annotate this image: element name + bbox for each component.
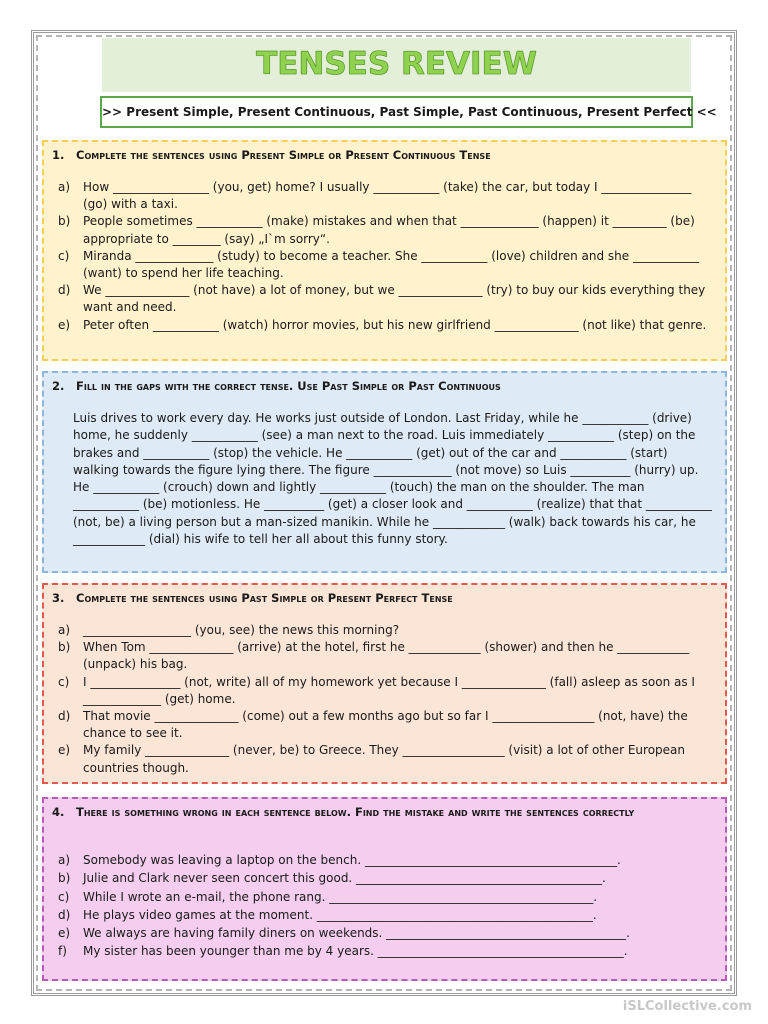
item-letter: b) xyxy=(58,214,71,229)
site-watermark: iSLCollective.com xyxy=(622,999,752,1014)
item-text: Julie and Clark never seen concert this good. _________________________________________. xyxy=(83,871,606,886)
item-text: Miranda _____________ (study) to become a teacher. She ___________ (love) children and she ___________ (want) to spend her life teaching. xyxy=(83,248,699,281)
list-item xyxy=(58,179,715,213)
item-letter: a) xyxy=(58,623,71,637)
item-letter: e) xyxy=(58,317,71,332)
item-text: People sometimes ___________ (make) mistakes and when that _____________ (happen) it _________ (be) appropriate to ________ (say) „I`m sorry“. xyxy=(83,214,695,246)
item-letter: d) xyxy=(58,283,71,298)
list-item xyxy=(58,851,715,869)
section-number: 2. xyxy=(52,379,65,393)
section-number: 3. xyxy=(52,591,65,605)
item-text: We always are having family diners on weekends. ________________________________________. xyxy=(83,926,630,941)
section-1 xyxy=(42,140,727,361)
item-letter: f) xyxy=(58,944,67,959)
item-text: We ______________ (not have) a lot of money, but we ______________ (try) to buy our kids everything they want and need. xyxy=(83,283,706,315)
list-item xyxy=(58,674,715,708)
list-item xyxy=(58,282,715,316)
item-letter: a) xyxy=(58,180,71,194)
list-item xyxy=(58,622,715,639)
section-instruction: Complete the sentences using Present Simple or Present Continuous Tense xyxy=(76,148,491,162)
section-2-heading xyxy=(52,378,717,394)
list-item xyxy=(58,639,715,673)
exercise-list xyxy=(58,851,715,961)
item-letter: c) xyxy=(58,674,70,689)
section-number: 4. xyxy=(52,805,65,819)
tenses-list-box: >> Present Simple, Present Continuous, Past Simple, Past Continuous, Present Perfect << xyxy=(100,96,693,128)
page-title: TENSES REVIEW xyxy=(256,46,537,82)
list-item xyxy=(58,248,715,282)
exercise-list xyxy=(58,179,715,334)
item-text: My sister has been younger than me by 4 years. _________________________________________. xyxy=(83,944,628,959)
section-instruction: Complete the sentences using Past Simple or Present Perfect Tense xyxy=(76,591,453,605)
story-paragraph: Luis drives to work every day. He works just outside of London. Last Friday, while he ___________ (drive) home, he suddenly ___________ (see) a man next to the road. Luis immediately ___________ (step) on the brakes and ___________ (stop) the vehicle. He ___________ (get) out of the car and ___________ (start) walking towards the figure lying there. The figure _____________ (not move) so Luis __________ (hurry) up. He ___________ (crouch) down and lightly ___________ (touch) the man on the shoulder. The man ___________ (be) motionless. He __________ (get) a closer look and ___________ (realize) that that ___________ (not, be) a living person but a man-sized manikin. While he ____________ (walk) back towards his car, he ____________ (dial) his wife to tell her all about this funny story. xyxy=(73,411,712,547)
item-letter: e) xyxy=(58,926,71,941)
item-letter: a) xyxy=(58,853,71,867)
title-banner xyxy=(102,38,691,92)
item-text: Peter often ___________ (watch) horror movies, but his new girlfriend ______________ (not like) that genre. xyxy=(83,317,707,332)
section-4-heading xyxy=(52,804,717,820)
item-text: When Tom ______________ (arrive) at the hotel, first he ____________ (shower) and then he ____________ (unpack) his bag. xyxy=(83,640,690,672)
section-3 xyxy=(42,583,727,784)
item-text: __________________ (you, see) the news this morning? xyxy=(83,623,400,637)
list-item xyxy=(58,906,715,924)
item-text: My family ______________ (never, be) to Greece. They _________________ (visit) a lot of other European countries though. xyxy=(83,743,685,775)
item-letter: e) xyxy=(58,743,71,758)
item-letter: d) xyxy=(58,907,71,922)
list-item xyxy=(58,742,715,776)
item-text: That movie ______________ (come) out a few months ago but so far I _________________ (not, have) the chance to see it. xyxy=(83,709,688,741)
item-letter: b) xyxy=(58,640,71,655)
section-instruction: Fill in the gaps with the correct tense. Use Past Simple or Past Continuous xyxy=(76,379,501,393)
exercise-list xyxy=(58,622,715,777)
list-item xyxy=(58,869,715,887)
list-item xyxy=(58,708,715,742)
section-3-heading xyxy=(52,590,717,606)
item-text: While I wrote an e-mail, the phone rang. ____________________________________________. xyxy=(83,889,598,904)
list-item xyxy=(58,942,715,960)
list-item xyxy=(58,924,715,942)
section-4 xyxy=(42,797,727,981)
list-item xyxy=(58,317,715,334)
item-letter: d) xyxy=(58,709,71,724)
item-text: He plays video games at the moment. ______________________________________________. xyxy=(83,907,597,922)
list-item xyxy=(58,213,715,247)
item-letter: b) xyxy=(58,871,71,886)
item-text: Somebody was leaving a laptop on the bench. __________________________________________. xyxy=(83,853,621,867)
item-text: I _______________ (not, write) all of my homework yet because I ______________ (fall) asleep as soon as I _____________ (get) home. xyxy=(83,674,695,706)
section-2 xyxy=(42,371,727,573)
section-instruction: There is something wrong in each sentence below. Find the mistake and write the sentences correctly xyxy=(76,805,635,819)
item-text: How ________________ (you, get) home? I usually ___________ (take) the car, but today I _______________ (go) with a taxi. xyxy=(83,180,692,212)
list-item xyxy=(58,888,715,906)
section-number: 1. xyxy=(52,148,65,162)
item-letter: c) xyxy=(58,248,70,263)
section-1-heading xyxy=(52,147,717,163)
item-letter: c) xyxy=(58,889,70,904)
